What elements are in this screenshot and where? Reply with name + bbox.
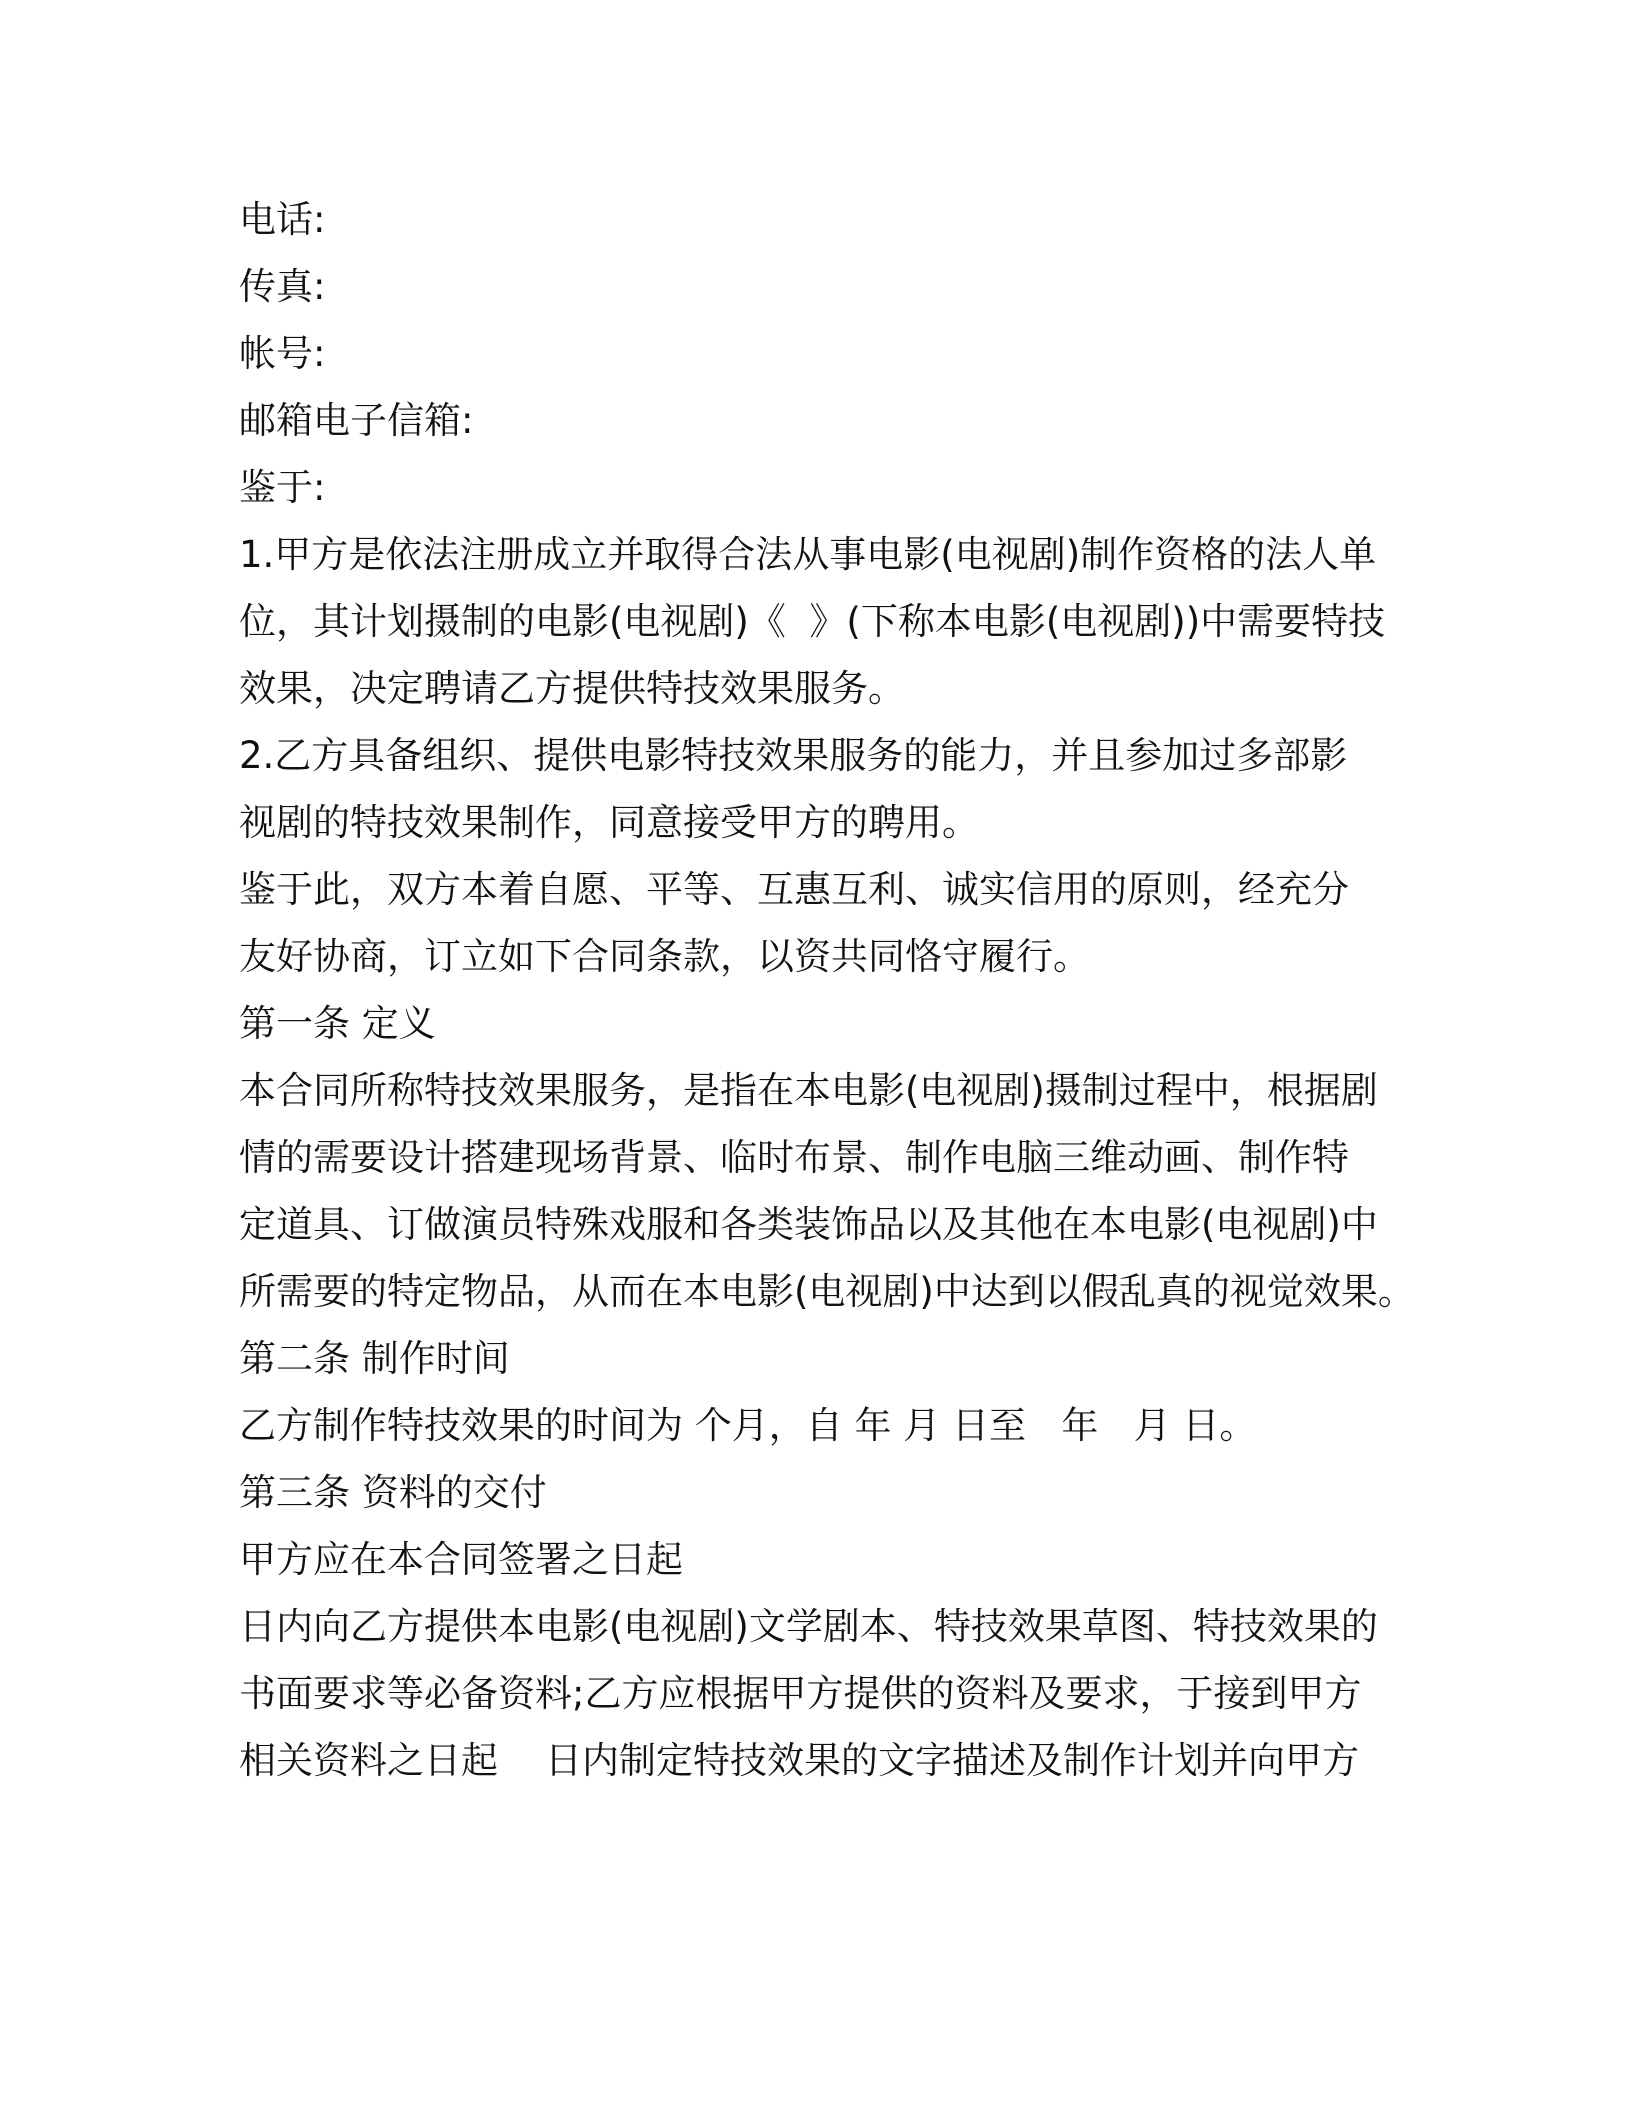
article-3-heading: 第三条 资料的交付 xyxy=(239,1471,547,1514)
article-1-line-2: 情的需要设计搭建现场背景、临时布景、制作电脑三维动画、制作特 xyxy=(239,1136,1349,1179)
article-3-line-4: 相关资料之日起 日内制定特技效果的文字描述及制作计划并向甲方 xyxy=(239,1739,1360,1782)
recital-2-line-2: 视剧的特技效果制作，同意接受甲方的聘用。 xyxy=(239,801,979,844)
article-3-line-1: 甲方应在本合同签署之日起 xyxy=(239,1538,683,1581)
preamble-line-1: 鉴于此，双方本着自愿、平等、互惠互利、诚实信用的原则，经充分 xyxy=(239,868,1349,911)
phone-label-line: 电话: xyxy=(239,198,326,241)
document-body xyxy=(239,186,1439,1794)
article-3-line-2: 日内向乙方提供本电影(电视剧)文学剧本、特技效果草图、特技效果的 xyxy=(239,1605,1378,1648)
article-2-heading: 第二条 制作时间 xyxy=(239,1337,510,1380)
email-label-line: 邮箱电子信箱: xyxy=(239,399,474,442)
recital-1-line-1: 1.甲方是依法注册成立并取得合法从事电影(电视剧)制作资格的法人单 xyxy=(239,533,1377,576)
recital-2-line-1: 2.乙方具备组织、提供电影特技效果服务的能力，并且参加过多部影 xyxy=(239,734,1348,777)
recital-1-line-2: 位，其计划摄制的电影(电视剧)《 》(下称本电影(电视剧))中需要特技 xyxy=(239,600,1386,643)
recital-1-line-3: 效果，决定聘请乙方提供特技效果服务。 xyxy=(239,667,905,710)
fax-label-line: 传真: xyxy=(239,265,326,308)
article-1-heading: 第一条 定义 xyxy=(239,1002,436,1045)
article-1-line-4: 所需要的特定物品，从而在本电影(电视剧)中达到以假乱真的视觉效果。 xyxy=(239,1270,1415,1313)
article-2-line-1: 乙方制作特技效果的时间为 个月，自 年 月 日至 年 月 日。 xyxy=(239,1404,1257,1447)
account-label-line: 帐号: xyxy=(239,332,326,375)
article-1-line-3: 定道具、订做演员特殊戏服和各类装饰品以及其他在本电影(电视剧)中 xyxy=(239,1203,1378,1246)
article-3-line-3: 书面要求等必备资料;乙方应根据甲方提供的资料及要求，于接到甲方 xyxy=(239,1672,1362,1715)
article-1-line-1: 本合同所称特技效果服务，是指在本电影(电视剧)摄制过程中，根据剧 xyxy=(239,1069,1378,1112)
whereas-heading: 鉴于: xyxy=(239,466,326,509)
preamble-line-2: 友好协商，订立如下合同条款，以资共同恪守履行。 xyxy=(239,935,1090,978)
